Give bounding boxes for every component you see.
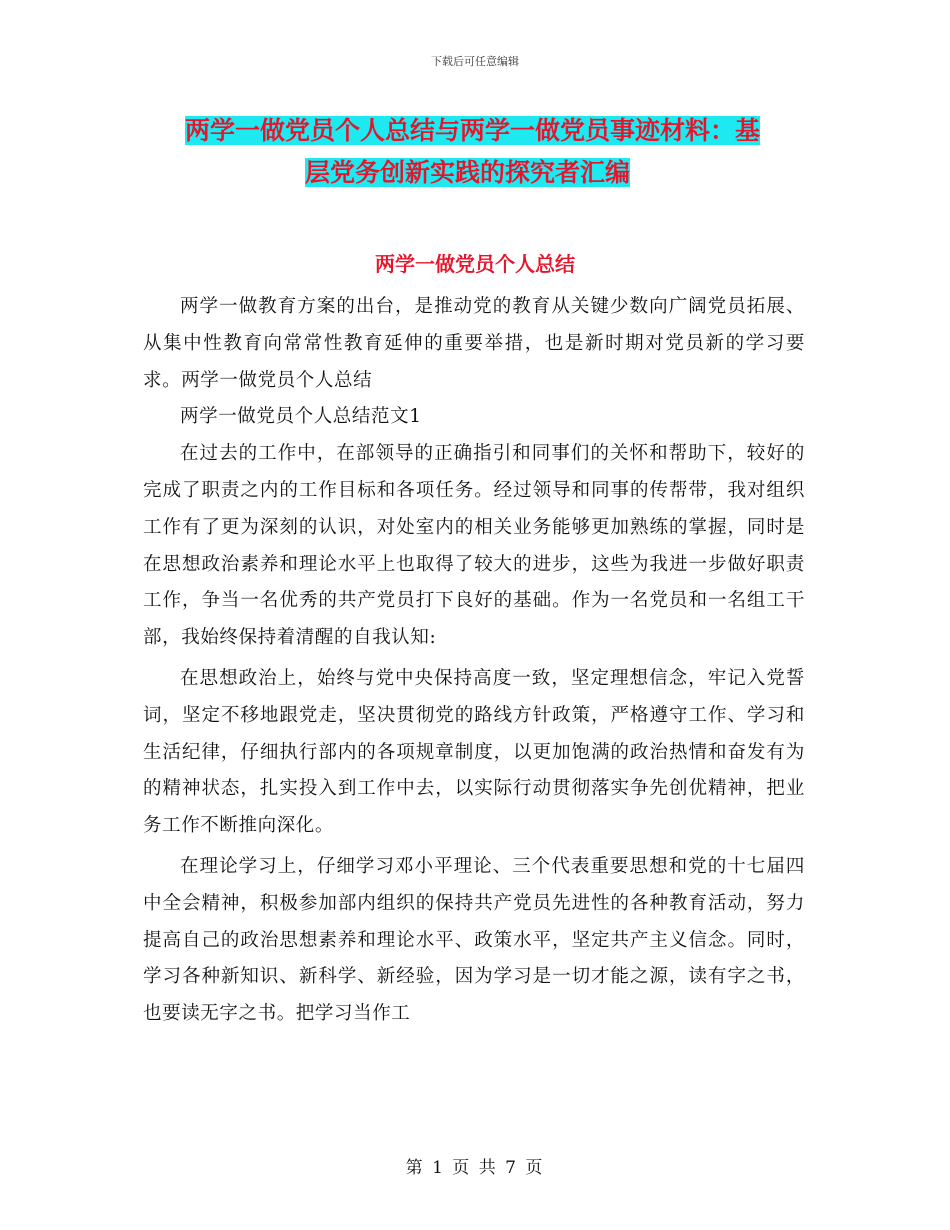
document-title-line-1	[185, 110, 825, 152]
document-title	[185, 110, 825, 194]
section-title: 两学一做党员个人总结	[375, 252, 575, 276]
paragraph-political-thought: 在思想政治上，始终与党中央保持高度一致，坚定理想信念，牢记入党誓词，坚定不移地跟党走，坚决贯彻党的路线方针政策，严格遵守工作、学习和生活纪律，仔细执行部内的各项规章制度，以更加饱满的政治热情和奋发有为的精神状态，扎实投入到工作中去，以实际行动贯彻落实争先创优精神，把业务工作不断推向深化。	[143, 667, 805, 837]
document-title-line-2-text: 层党务创新实践的探究者汇编	[305, 158, 631, 187]
paragraph-theory-study: 在理论学习上，仔细学习邓小平理论、三个代表重要思想和党的十七届四中全会精神，积极参加部内组织的保持共产党员先进性的各种教育活动，努力提高自己的政治思想素养和理论水平、政策水平，坚定共产主义信念。同时，学习各种新知识、新科学、新经验，因为学习是一切才能之源，读有字之书，也要读无字之书。把学习当作工	[143, 855, 805, 1025]
paragraph-intro: 两学一做教育方案的出台，是推动党的教育从关键少数向广阔党员拓展、从集中性教育向常常性教育延伸的重要举措，也是新时期对党员新的学习要求。两学一做党员个人总结	[143, 296, 805, 391]
document-body	[143, 289, 805, 1033]
document-title-line-2	[185, 152, 825, 194]
page-indicator: 第 1 页 共 7 页	[405, 1158, 545, 1178]
document-title-line-1-text: 两学一做党员个人总结与两学一做党员事迹材料：基	[185, 116, 761, 145]
header-note: 下载后可任意编辑	[431, 55, 519, 68]
paragraph-sample-heading: 两学一做党员个人总结范文1	[180, 406, 422, 428]
paragraph-work-summary: 在过去的工作中，在部领导的正确指引和同事们的关怀和帮助下，较好的完成了职责之内的工作目标和各项任务。经过领导和同事的传帮带，我对组织工作有了更为深刻的认识，对处室内的相关业务能够更加熟练的掌握，同时是在思想政治素养和理论水平上也取得了较大的进步，这些为我进一步做好职责工作，争当一名优秀的共产党员打下良好的基础。作为一名党员和一名组工干部，我始终保持着清醒的自我认知:	[143, 443, 805, 649]
